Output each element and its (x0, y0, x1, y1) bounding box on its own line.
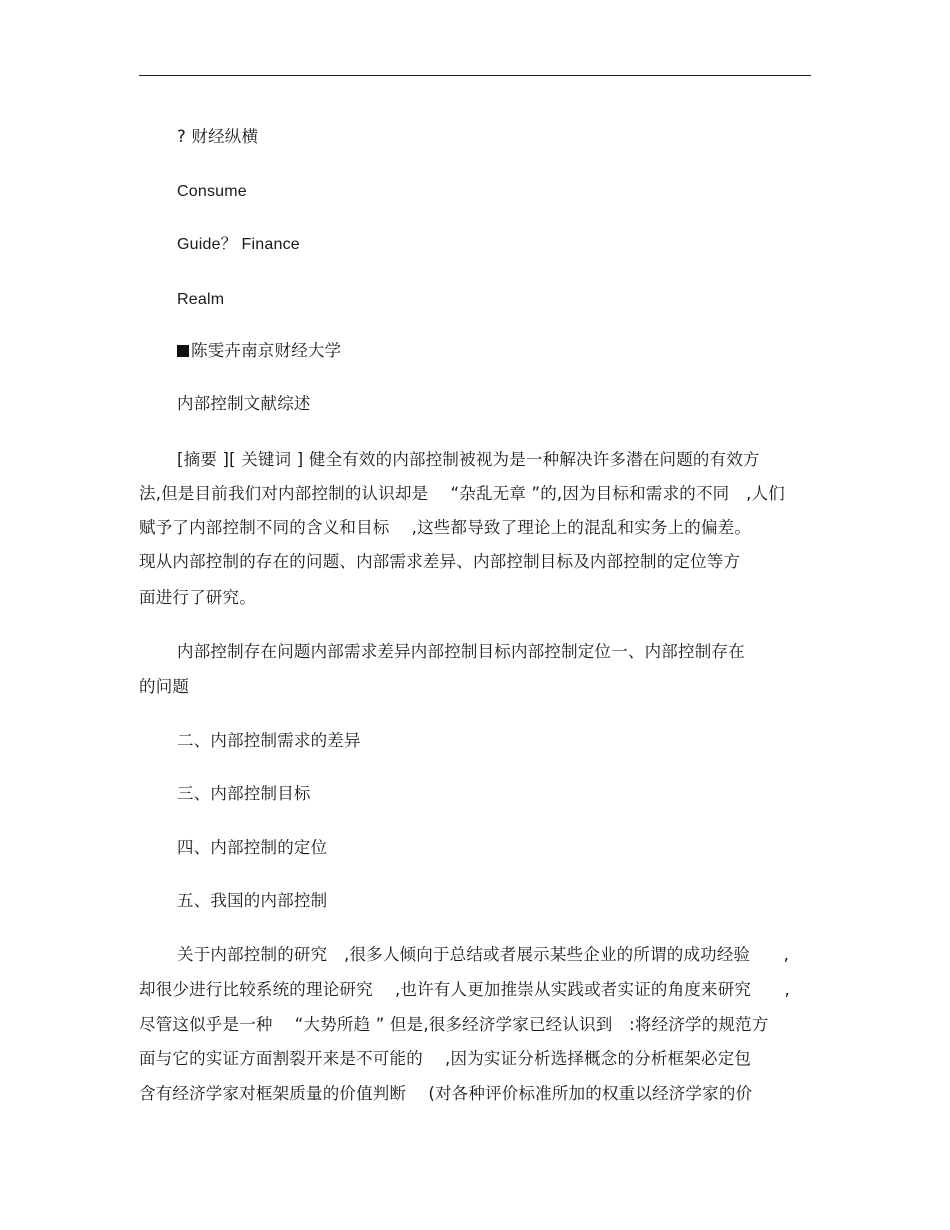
body-line: 尽管这似乎是一种 “大势所趋 ” 但是,很多经济学家已经认识到 :将经济学的规范方 (139, 1015, 769, 1034)
section-heading: 四、内部控制的定位 (177, 838, 328, 857)
keywords-line: 内部控制存在问题内部需求差异内部控制目标内部控制定位一、内部控制存在 (177, 642, 745, 661)
abstract-line: 面进行了研究。 (139, 588, 256, 607)
article-title: 内部控制文献综述 (177, 394, 311, 413)
english-title-line-2: Guide？ Finance (177, 236, 300, 253)
section-heading: 三、内部控制目标 (177, 784, 311, 803)
english-title-line-3: Realm (177, 291, 225, 308)
section-label: ? 财经纵横 (177, 127, 259, 146)
abstract-line: 现从内部控制的存在的问题、内部需求差异、内部控制目标及内部控制的定位等方 (139, 552, 741, 571)
abstract-line: 法,但是目前我们对内部控制的认识却是 “杂乱无章 ”的,因为目标和需求的不同 ,人们 (139, 484, 785, 503)
abstract-line: [摘要 ][ 关键词 ] 健全有效的内部控制被视为是一种解决许多潜在问题的有效方 (177, 450, 760, 469)
section-heading: 二、内部控制需求的差异 (177, 731, 361, 750)
body-line: 关于内部控制的研究 ,很多人倾向于总结或者展示某些企业的所谓的成功经验 , (177, 945, 790, 964)
square-bullet-icon (177, 345, 189, 357)
section-heading: 五、我国的内部控制 (177, 891, 328, 910)
keywords-line: 的问题 (139, 677, 190, 696)
body-line: 含有经济学家对框架质量的价值判断 (对各种评价标准所加的权重以经济学家的价 (139, 1084, 753, 1103)
body-line: 面与它的实证方面割裂开来是不可能的 ,因为实证分析选择概念的分析框架必定包 (139, 1049, 752, 1068)
english-title-line-1: Consume (177, 183, 247, 200)
body-line: 却很少进行比较系统的理论研究 ,也许有人更加推崇从实践或者实证的角度来研究 , (139, 980, 790, 999)
abstract-line: 赋予了内部控制不同的含义和目标 ,这些都导致了理论上的混乱和实务上的偏差。 (139, 518, 752, 537)
author-text: 陈雯卉南京财经大学 (191, 341, 342, 360)
header-rule (139, 75, 811, 76)
author-line (177, 341, 341, 361)
